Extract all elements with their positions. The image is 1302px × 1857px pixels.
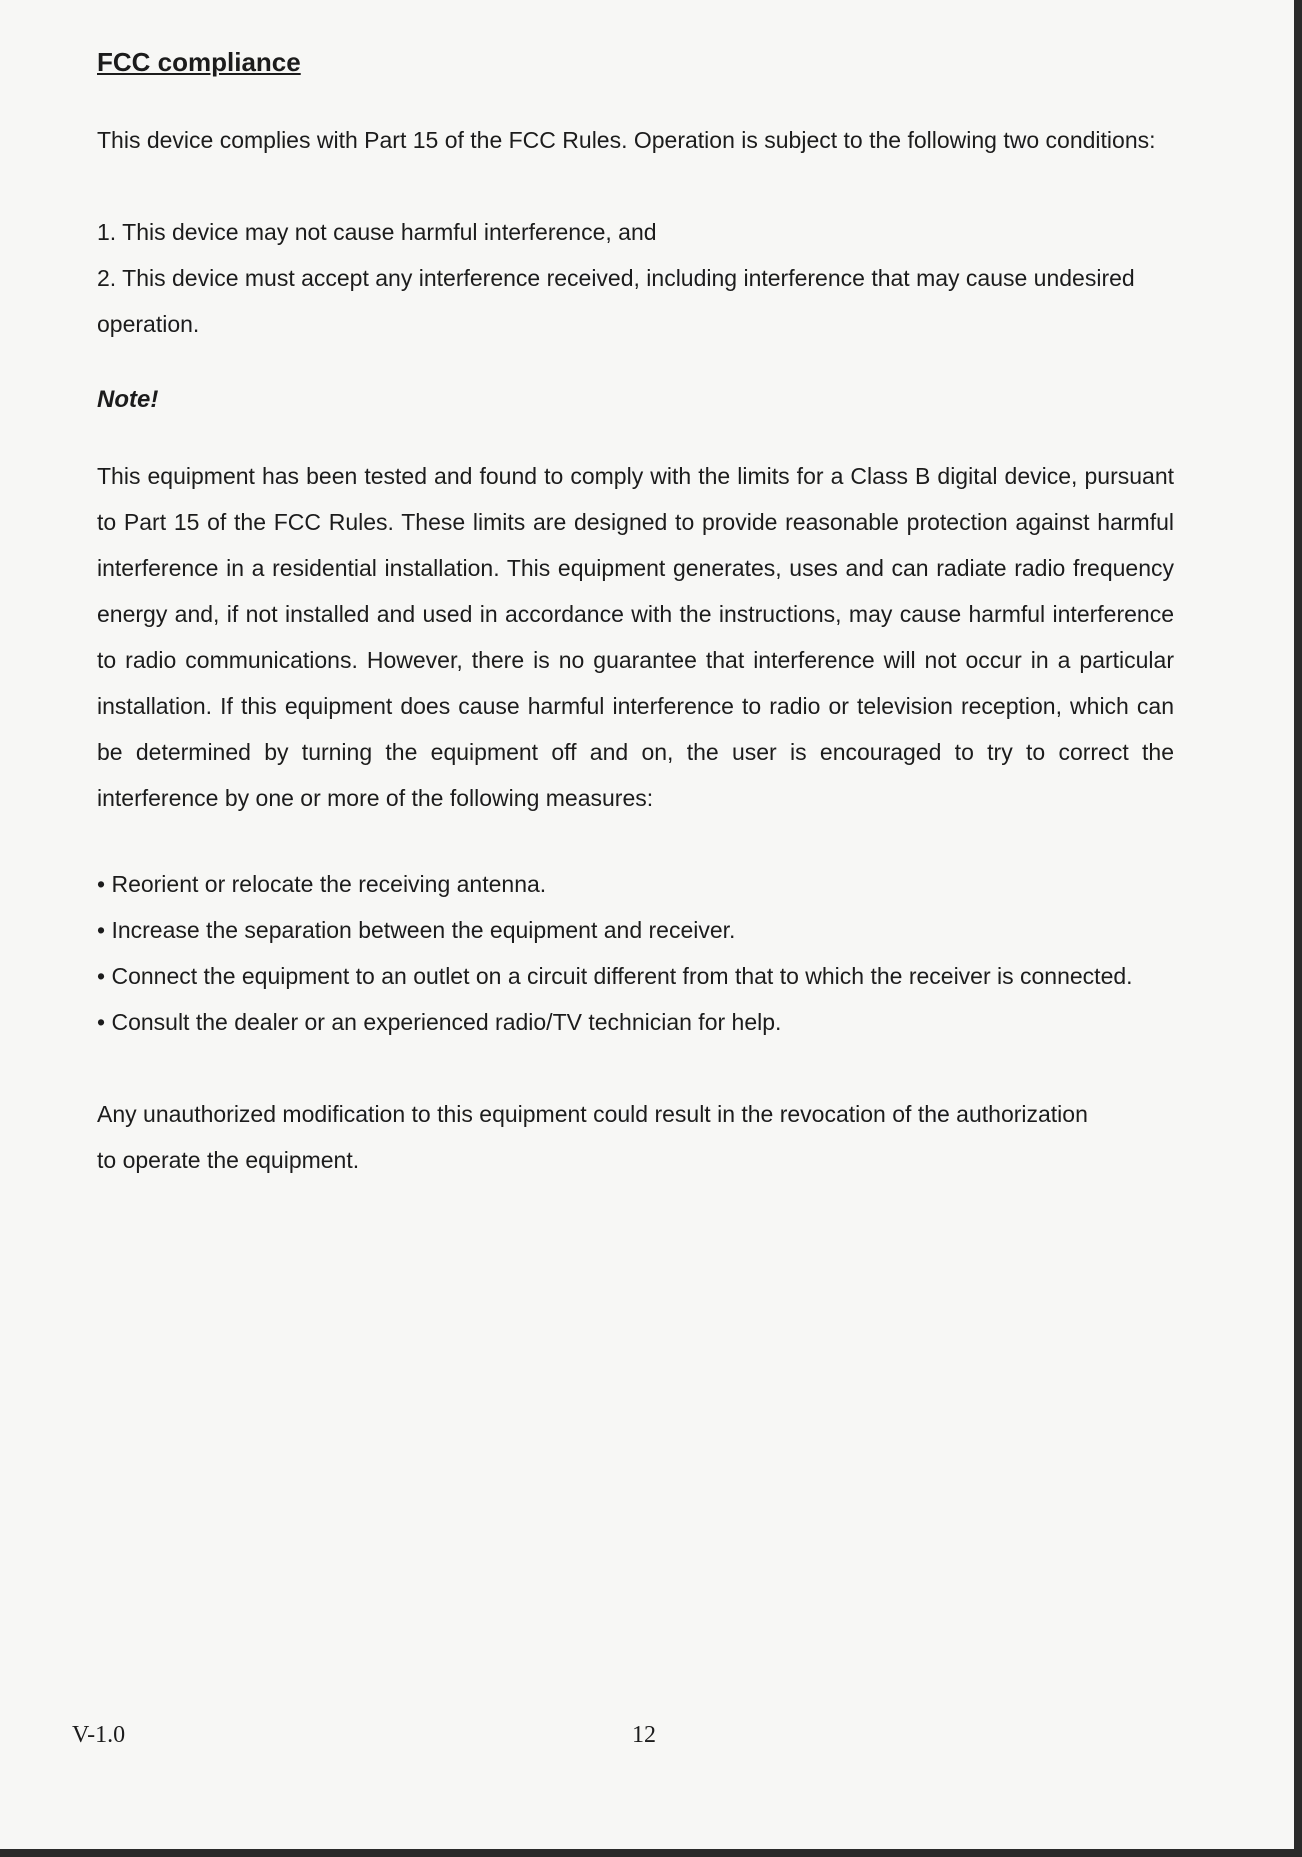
intro-paragraph: This device complies with Part 15 of the FCC Rules. Operation is subject to the following two conditions:: [97, 127, 1156, 153]
spacer: [97, 347, 1177, 377]
note-paragraph: This equipment has been tested and found to comply with the limits for a Class B digital device, pursuant to Part 15 of the FCC Rules. These limits are designed to provide reasonable protection against harmful interference in a residential installation. This equipment generates, uses and can radiate radio frequency energy and, if not installed and used in accordance with the instructions, may cause harmful interference to radio communications. However, there is no guarantee that interference will not occur in a particular installation. If this equipment does cause harmful interference to radio or television reception, which can be determined by turning the equipment off and on, the user is encouraged to try to correct the interference by one or more of the following measures:: [97, 463, 1174, 811]
spacer: [97, 423, 1177, 453]
list-item: • Connect the equipment to an outlet on a circuit different from that to which the receiver is connected.: [97, 953, 1157, 999]
condition-item-2: 2. This device must accept any interference received, including interference that may cause undesired operation.: [97, 265, 1135, 337]
closing-paragraph: Any unauthorized modification to this equipment could result in the revocation of the authorization to operate the equipment.: [97, 1101, 1088, 1173]
document-content: [97, 45, 1177, 1183]
page-number: 12: [632, 1722, 656, 1748]
page-title: FCC compliance: [97, 47, 301, 77]
condition-item-1: 1. This device may not cause harmful interference, and: [97, 219, 657, 245]
note-label: Note!: [97, 386, 159, 413]
scan-edge-right: [1294, 0, 1302, 1857]
spacer: [97, 163, 1177, 209]
measures-list: [97, 861, 1177, 1045]
list-item: • Consult the dealer or an experienced radio/TV technician for help.: [97, 999, 1177, 1045]
document-version: V-1.0: [72, 1722, 126, 1748]
spacer: [97, 821, 1177, 861]
scan-edge-bottom: [0, 1849, 1302, 1857]
list-item: • Reorient or relocate the receiving antenna.: [97, 861, 1177, 907]
spacer: [97, 1045, 1177, 1091]
list-item: • Increase the separation between the equipment and receiver.: [97, 907, 1177, 953]
